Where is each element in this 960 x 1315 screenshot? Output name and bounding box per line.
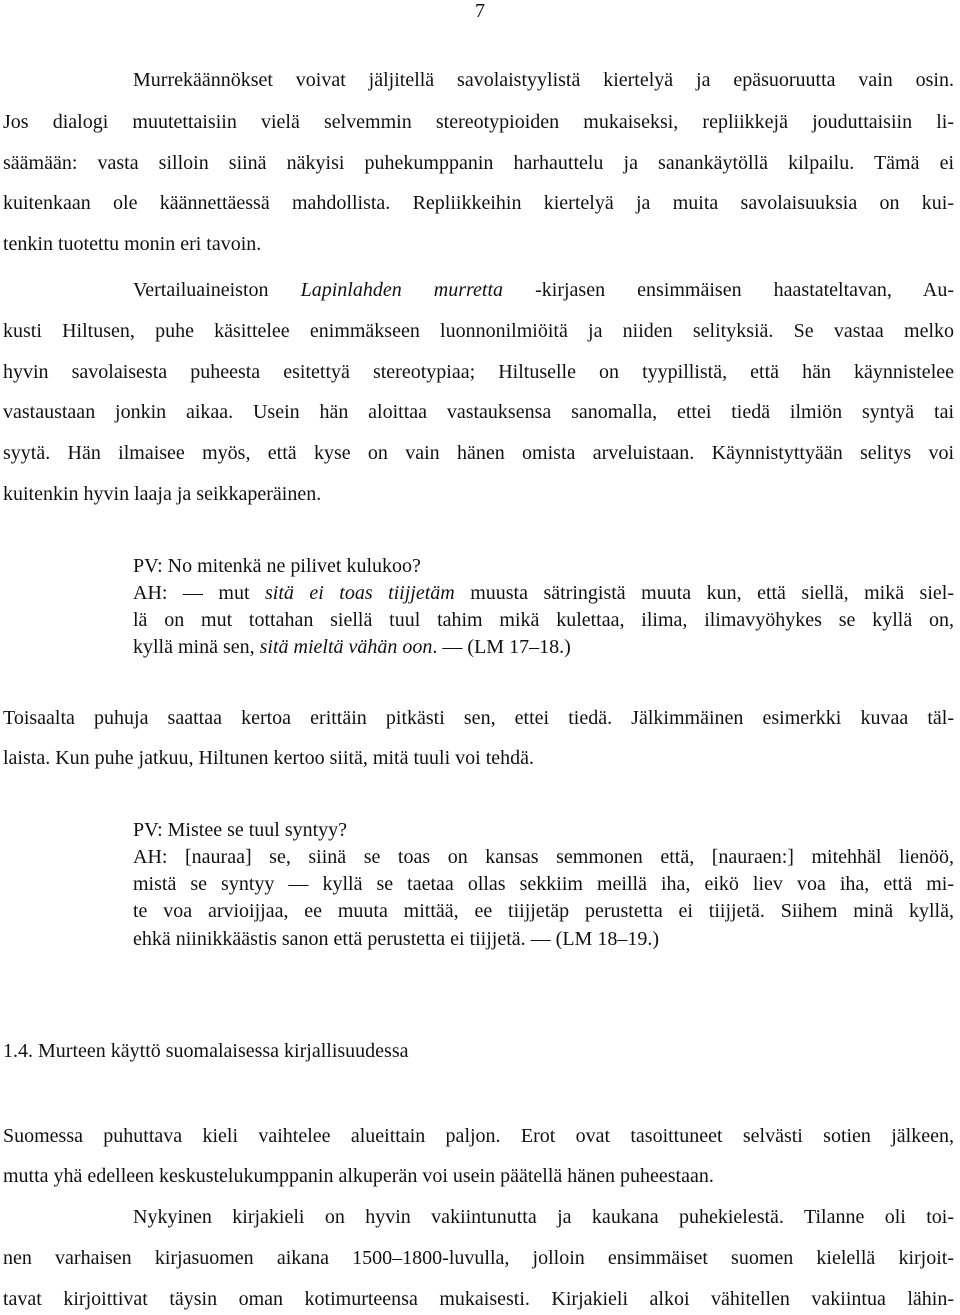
text-line (133, 277, 954, 303)
text-run: kyllä minä sen, (133, 636, 260, 658)
text-run: AH: — mut (133, 582, 265, 604)
text-line: säämään: vasta silloin siinä näkyisi puhekumppanin harhauttelu ja sanankäytöllä kilpailu. Tämä ei (3, 152, 954, 174)
text-line: syytä. Hän ilmaisee myös, että kyse on vain hänen omista arveluistaan. Käynnistyttyään selitys voi (3, 442, 954, 464)
text-run: Vertailuaineiston (133, 279, 301, 301)
quote-line (133, 580, 954, 606)
text-line: tavat kirjoittivat täysin oman kotimurteensa mukaisesti. Kirjakieli alkoi vähitellen vakiintua lähin- (3, 1288, 954, 1310)
text-line: laista. Kun puhe jatkuu, Hiltunen kertoo siitä, mitä tuuli voi tehdä. (3, 747, 535, 769)
text-line: Suomessa puhuttava kieli vaihtelee alueittain paljon. Erot ovat tasoittuneet selvästi sotien jälkeen, (3, 1125, 954, 1147)
italic-run: sitä ei toas tiijjetäm (264, 582, 455, 604)
text-run: . — (LM 17–18.) (432, 636, 571, 658)
quote-line: PV: No mitenkä ne pilivet kulukoo? (133, 555, 421, 577)
quote-line: PV: Mistee se tuul syntyy? (133, 819, 348, 841)
quote-line: lä on mut tottahan siellä tuul tahim mikä kulettaa, ilima, ilimavyöhykes se kyllä on, (133, 609, 954, 631)
text-line: kuitenkaan ole käännettäessä mahdollista. Repliikkeihin kiertelyä ja muita savolaisuuksia on kui- (3, 192, 954, 214)
text-line: Murrekäännökset voivat jäljitellä savolaistyylistä kiertelyä ja epäsuoruutta vain osin. (133, 69, 954, 91)
text-line: kusti Hiltusen, puhe käsittelee enimmäkseen luonnonilmiöitä ja niiden selityksiä. Se vastaa melko (3, 320, 954, 342)
text-line: nen varhaisen kirjasuomen aikana 1500–1800-luvulla, jolloin ensimmäiset suomen kielellä kirjoit- (3, 1247, 954, 1269)
page-number: 7 (475, 0, 485, 22)
quote-line: ehkä niinikkäästis sanon että perustetta ei tiijjetä. — (LM 18–19.) (133, 928, 659, 950)
text-line: Jos dialogi muutettaisiin vielä selvemmin stereotypioiden mukaiseksi, repliikkejä jouduttaisiin li- (3, 111, 954, 133)
text-line: hyvin savolaisesta puheesta esitettyä stereotypiaa; Hiltuselle on tyypillistä, että hän käynnistelee (3, 361, 954, 383)
quote-line: AH: [nauraa] se, siinä se toas on kansas semmonen että, [nauraen:] mitehhäl lienöö, (133, 846, 954, 868)
text-line: mutta yhä edelleen keskustelukumppanin alkuperän voi usein päätellä hänen puheestaan. (3, 1165, 714, 1187)
text-line: tenkin tuotettu monin eri tavoin. (3, 233, 262, 255)
italic-run: sitä mieltä vähän oon (259, 636, 433, 658)
section-heading: 1.4. Murteen käyttö suomalaisessa kirjallisuudessa (3, 1040, 409, 1062)
quote-line (133, 634, 954, 660)
book-title-italic: Lapinlahden murretta (300, 279, 504, 301)
text-line: Toisaalta puhuja saattaa kertoa erittäin pitkästi sen, ettei tiedä. Jälkimmäinen esimerkki kuvaa täl- (3, 707, 954, 729)
quote-line: mistä se syntyy — kyllä se taetaa ollas sekkiim meillä iha, eikö liev voa iha, että mi- (133, 873, 954, 895)
quote-line: te voa arvioijjaa, ee muuta mittää, ee tiijjetäp perustetta ei tiijjetä. Siihem minä kyllä, (133, 900, 954, 922)
text-run: muusta sätringistä muuta kun, että siellä, mikä siel- (454, 582, 954, 604)
text-line: Nykyinen kirjakieli on hyvin vakiintunutta ja kaukana puhekielestä. Tilanne oli toi- (133, 1206, 954, 1228)
text-line: vastaustaan jonkin aikaa. Usein hän aloittaa vastauksensa sanomalla, ettei tiedä ilmiön syntyä tai (3, 401, 954, 423)
text-line: kuitenkin hyvin laaja ja seikkaperäinen. (3, 483, 322, 505)
text-run: -kirjasen ensimmäisen haastateltavan, Au- (503, 279, 954, 301)
